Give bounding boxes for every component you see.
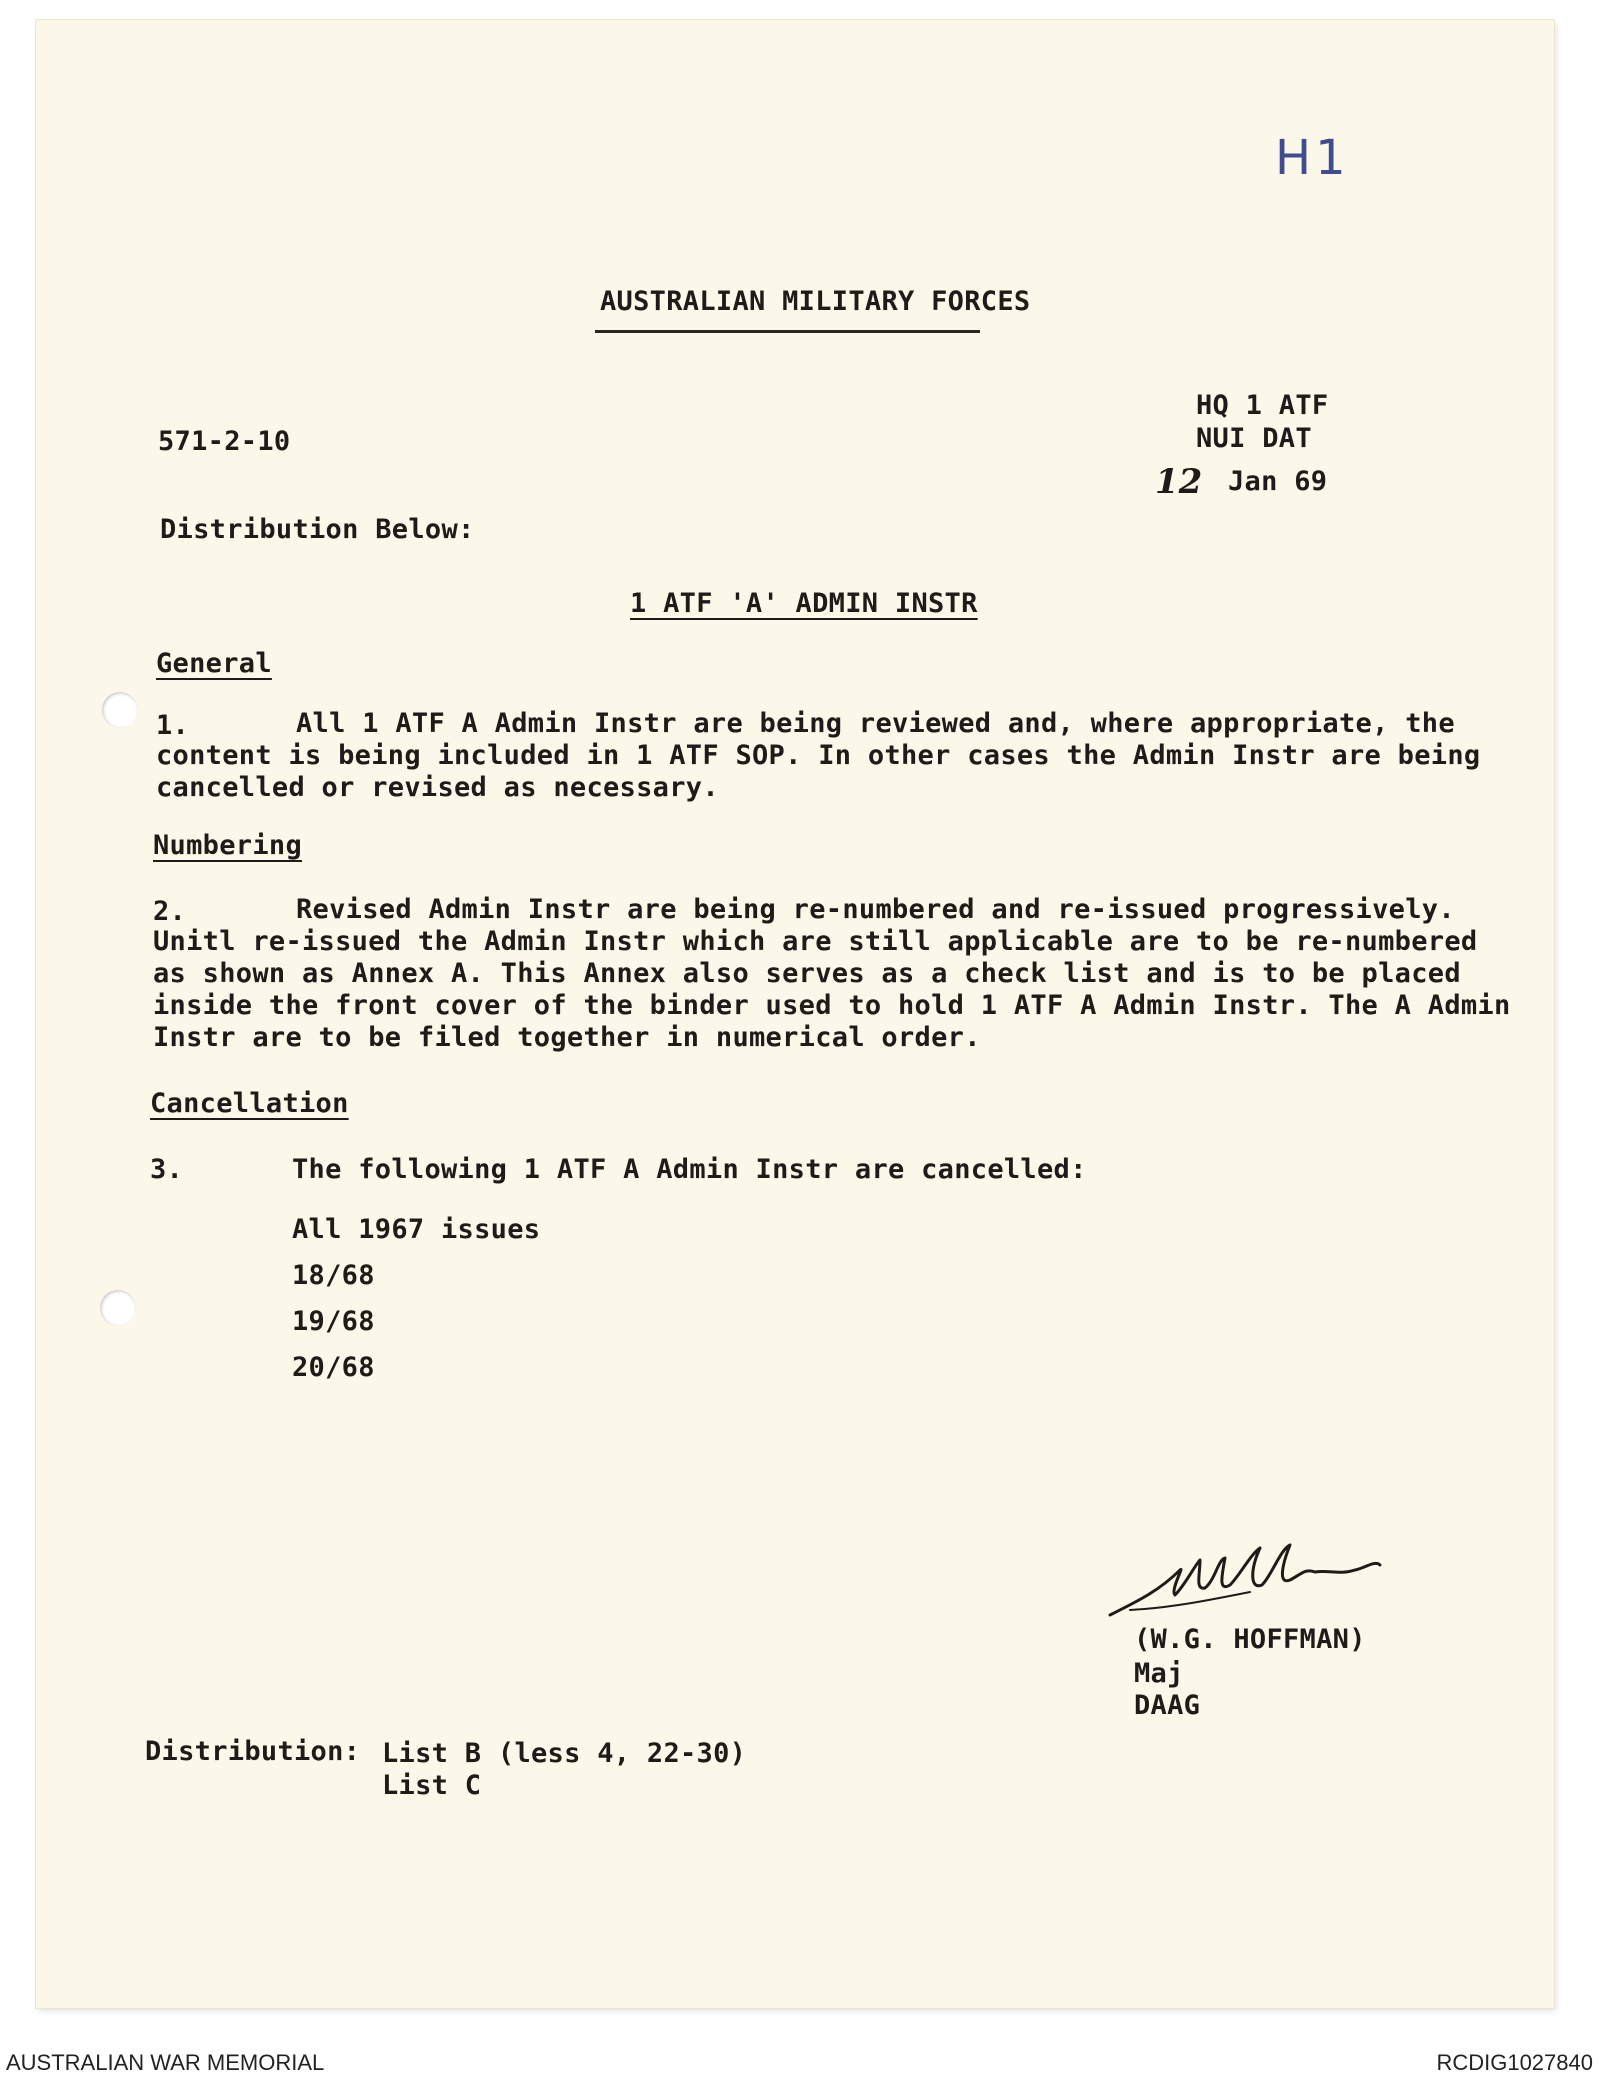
cancelled-item: 18/68 [292,1260,375,1291]
paragraph-line: All 1 ATF A Admin Instr are being reviewed and, where appropriate, the [296,708,1455,739]
cancellation-intro: The following 1 ATF A Admin Instr are cancelled: [292,1154,1087,1185]
signatory-name: (W.G. HOFFMAN) [1134,1624,1366,1655]
cancelled-item: All 1967 issues [292,1214,541,1245]
section-heading-numbering: Numbering [153,830,302,861]
file-reference: 571-2-10 [158,426,291,457]
signatory-appointment: DAAG [1134,1690,1201,1721]
paragraph-line: cancelled or revised as necessary. [156,772,719,803]
cancelled-item: 19/68 [292,1306,375,1337]
distribution-list-b: List B (less 4, 22-30) [382,1738,747,1769]
paragraph-line: Instr are to be filed together in numerical order. [153,1022,981,1053]
footer-record-id: RCDIG1027840 [1436,2050,1593,2075]
footer-archive-name: AUSTRALIAN WAR MEMORIAL [6,2050,325,2075]
date: Jan 69 [1228,466,1328,497]
handwritten-date-day: 12 [1155,462,1203,502]
header-underline [595,330,980,333]
distribution-label: Distribution: [145,1736,361,1767]
paragraph-line: content is being included in 1 ATF SOP. In other cases the Admin Instr are being [156,740,1481,771]
signatory-rank: Maj [1134,1658,1184,1689]
paragraph-line: Revised Admin Instr are being re-numbered and re-issued progressively. [296,894,1455,925]
paragraph-line: Unitl re-issued the Admin Instr which are still applicable are to be re-numbered [153,926,1478,957]
paragraph-line: inside the front cover of the binder used to hold 1 ATF A Admin Instr. The A Admin [153,990,1511,1021]
cancelled-item: 20/68 [292,1352,375,1383]
distribution-list-c: List C [382,1770,482,1801]
paragraph-number: 2. [153,896,187,927]
paragraph-line: as shown as Annex A. This Annex also serves as a check list and is to be placed [153,958,1461,989]
section-heading-cancellation: Cancellation [150,1088,349,1119]
paragraph-numbering [153,894,1511,1054]
location: NUI DAT [1196,423,1312,454]
header-title: AUSTRALIAN MILITARY FORCES [600,286,1031,317]
handwritten-reference: H1 [1275,130,1350,186]
punch-hole [102,692,138,728]
paragraph-number: 1. [156,710,190,741]
paragraph-general [156,708,1481,804]
hq-address: HQ 1 ATF [1196,390,1329,421]
document-title: 1 ATF 'A' ADMIN INSTR [630,588,978,619]
section-heading-general: General [156,648,272,679]
paragraph-number: 3. [150,1154,184,1185]
distribution-intro: Distribution Below: [160,514,475,545]
punch-hole [100,1290,136,1326]
